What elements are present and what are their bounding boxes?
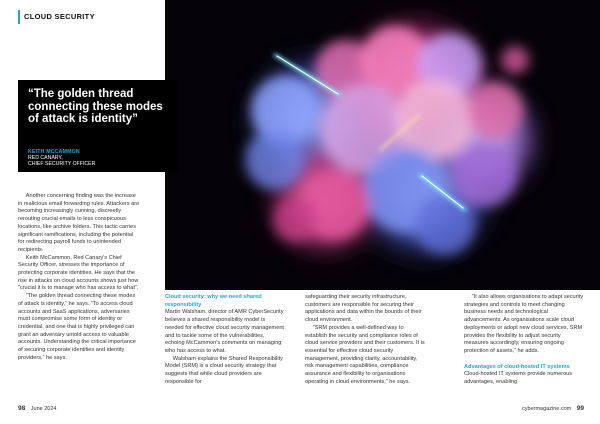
- body-column-3: [305, 294, 427, 386]
- quote-attribution: [28, 149, 168, 168]
- paragraph: Martin Walsham, director of AMR CyberSecurity believes a shared responsibility model is needed for effective cloud security management and to tackle some of the vulnerabilities, echoing McCammon's comments on managing who has access to what.: [165, 309, 286, 354]
- paragraph: Cloud-hosted IT systems provide numerous advantages, enabling: [464, 371, 573, 386]
- page-number-right: 99: [576, 405, 584, 412]
- paragraph: Another concerning finding was the increase in malicious email forwarding rules. Attackers are becoming increasingly cunning, discreetly rerouting crucial emails to less conspicuous locations, like archive folders. This tactic carries significant ramifications, including the potential for redirecting payroll funds to unintended recipients.: [18, 193, 141, 253]
- hero-image-cloud: [165, 0, 600, 290]
- paragraph: “The golden thread connecting these modes of attack is identity,” he says. “To access cloud accounts and SaaS applications, adversaries must compromise some form of identity or credential, and one that is highly privileged can grant an adversary untold access to valuable accounts. Understanding the critical importance of securing corporate identities and identity providers,” he says.: [18, 293, 138, 361]
- cloud-illustration: [165, 0, 600, 290]
- issue-date: June 2024: [30, 406, 57, 412]
- section-accent-bar: [18, 10, 20, 24]
- pull-quote-text: “The golden thread connecting these modes of attack is identity”: [28, 88, 163, 125]
- subheading: Advantages of cloud-hosted IT systems: [464, 363, 570, 370]
- paragraph: “SRM provides a well-defined way to establish the security and compliance roles of cloud service providers and their customers. It is essential for effective cloud security management, providing clarity, accountability, risk management capabilities, compliance assurance and flexibility to organisations operating in cloud environments,” he says.: [305, 324, 427, 385]
- subheading: Cloud security: why we need shared responsibility: [165, 294, 262, 308]
- paragraph: Walsham explains the Shared Responsibility Model (SRM) is a cloud security strategy that suggests that while cloud providers are responsible for: [165, 355, 285, 385]
- section-label: CLOUD SECURITY: [24, 12, 95, 21]
- page-number-left: 98: [18, 405, 26, 412]
- quote-author-title: CHIEF SECURITY OFFICER: [28, 161, 96, 168]
- paragraph: Keith McCammon, Red Canary's Chief Security Officer, stresses the importance of protecting corporate identities. He says that the rise in attacks on cloud accounts shows just how “crucial it is to manage who has access to what”.: [18, 254, 140, 292]
- site-url[interactable]: cybermagazine.com: [522, 406, 572, 412]
- quote-author-name: KEITH MCCAMMON: [28, 149, 80, 155]
- body-column-1: [18, 193, 140, 362]
- quote-author-org: RED CANARY,: [28, 155, 63, 161]
- paragraph: “It also allows organisations to adapt security strategies and controls to meet changing business needs and technological advancements. As organisations scale cloud deployments or adopt new cloud services, SRM provides the flexibility to adjust security measures accordingly, ensuring ongoing protection of assets,” he adds.: [464, 294, 585, 354]
- body-column-4: [464, 294, 584, 387]
- body-column-2: [165, 294, 285, 386]
- paragraph: safeguarding their security infrastructure, customers are responsible for securing their applications and data within the bounds of their cloud environment.: [305, 294, 424, 324]
- footer-left: [18, 405, 56, 412]
- footer-right: [522, 405, 584, 412]
